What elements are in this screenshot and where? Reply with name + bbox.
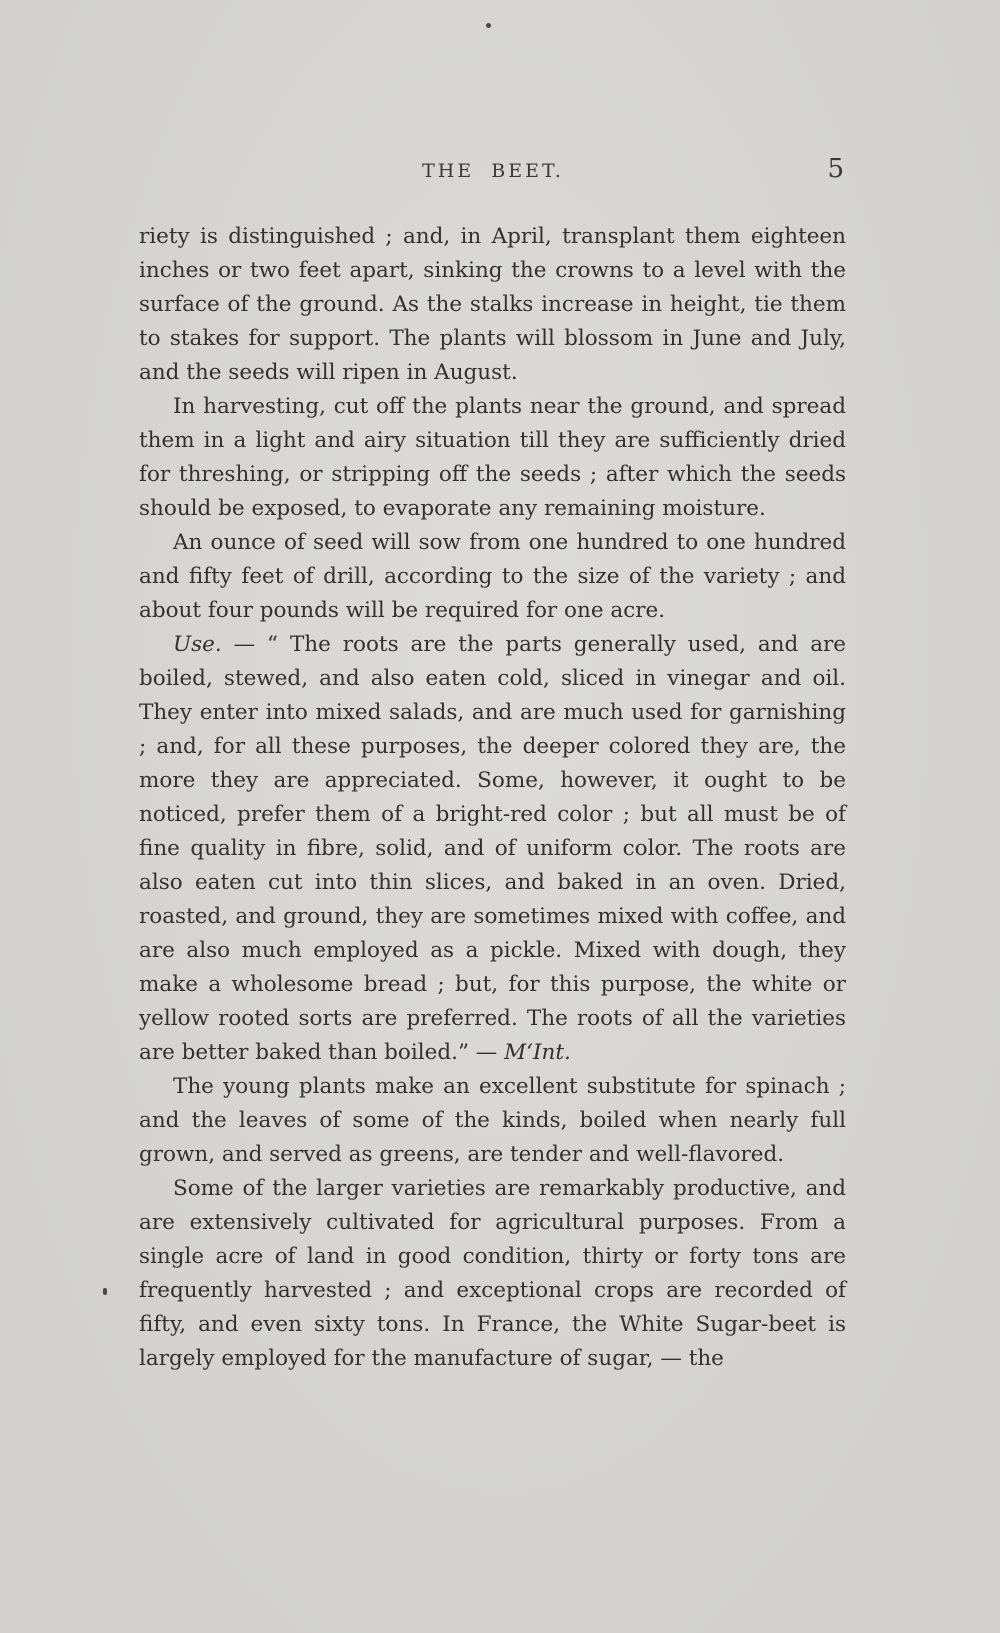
- paragraph-larger-varieties: Some of the larger varieties are remarkably productive, and are extensively cultivated for agricultural purposes. From a single acre of land in good condition, thirty or forty tons are frequently harvested ; and exceptional crops are recorded of fifty, and even sixty tons. In France, the White Sugar-beet is largely employed for the manufacture of sugar, — the: [139, 1176, 846, 1371]
- paragraph-harvesting: In harvesting, cut off the plants near the ground, and spread them in a light and airy situation till they are sufficiently dried for threshing, or stripping off the seeds ; after which the seeds should be exposed, to evaporate any remaining moisture.: [139, 394, 846, 521]
- page-header: [140, 154, 846, 184]
- page-body: [139, 220, 846, 1376]
- quote-attribution: M‘Int.: [504, 1040, 571, 1065]
- paragraph-young-plants: The young plants make an excellent substitute for spinach ; and the leaves of some of the kinds, boiled when nearly full grown, and served as greens, are tender and well-flavored.: [139, 1074, 846, 1167]
- paragraph-continuation: riety is distinguished ; and, in April, transplant them eighteen inches or two feet apart, sinking the crowns to a level with the surface of the ground. As the stalks increase in height, tie them to stakes for support. The plants will blossom in June and July, and the seeds will ripen in August.: [139, 224, 846, 385]
- use-label: Use.: [173, 632, 222, 657]
- ink-speck: [486, 23, 491, 28]
- page-number: 5: [827, 154, 844, 184]
- quote-body: “ The roots are the parts generally used, and are boiled, stewed, and also eaten cold, sliced in vinegar and oil. They enter into mixed salads, and are much used for garnishing ; and, for all these purposes, the deeper colored they are, the more they are appreciated. Some, however, it ought to be noticed, prefer them of a bright-red color ; but all must be of fine quality in fibre, solid, and of uniform color. The roots are also eaten cut into thin slices, and baked in an oven. Dried, roasted, and ground, they are sometimes mixed with coffee, and are also much employed as a pickle. Mixed with dough, they make a wholesome bread ; but, for this purpose, the white or yellow rooted sorts are preferred. The roots of all the varieties are better baked than boiled.” —: [139, 632, 847, 1065]
- paragraph-use-quote: [139, 628, 846, 1070]
- use-separator: —: [221, 632, 268, 657]
- paragraph-seed-quantity: An ounce of seed will sow from one hundred to one hundred and fifty feet of drill, according to the size of the variety ; and about four pounds will be required for one acre.: [139, 530, 846, 623]
- running-title: THE BEET.: [422, 160, 564, 182]
- ink-speck: [103, 1288, 107, 1295]
